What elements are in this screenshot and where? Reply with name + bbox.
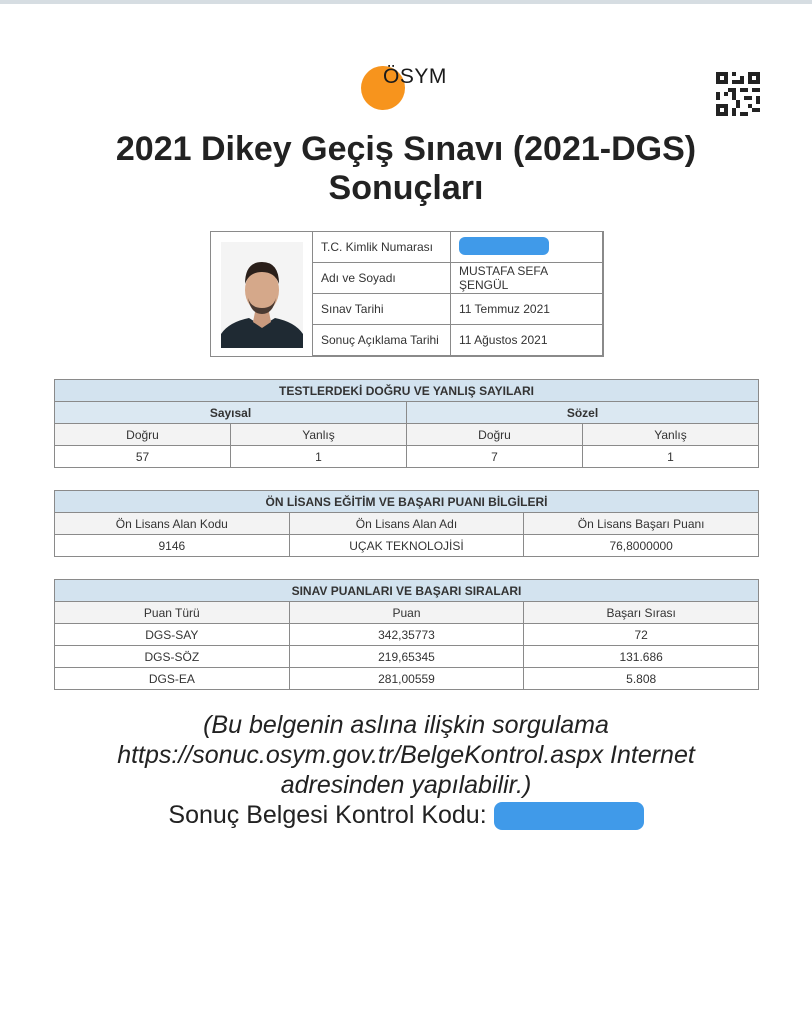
- redaction-mark: [459, 237, 549, 255]
- info-value: 11 Ağustos 2021: [450, 325, 602, 356]
- title-line-2: Sonuçları: [328, 169, 484, 207]
- note-line-1: (Bu belgenin aslına ilişkin sorgulama: [203, 711, 609, 739]
- info-value-redacted: [450, 232, 602, 263]
- info-label: Sınav Tarihi: [313, 294, 451, 325]
- info-value: 11 Temmuz 2021: [450, 294, 602, 325]
- osym-logo: [361, 64, 457, 110]
- table-cell: 72: [524, 624, 759, 646]
- column-header: Ön Lisans Başarı Puanı: [524, 513, 759, 535]
- table-title: TESTLERDEKİ DOĞRU VE YANLIŞ SAYILARI: [55, 380, 759, 402]
- candidate-photo: [221, 242, 303, 348]
- note-line-2: https://sonuc.osym.gov.tr/BelgeKontrol.aspx Internet: [117, 741, 695, 769]
- column-header: Doğru: [55, 424, 231, 446]
- info-row: [313, 263, 603, 294]
- table-row: [55, 668, 759, 690]
- info-row: [313, 325, 603, 356]
- table-cell: 76,8000000: [524, 535, 759, 557]
- table-cell: 1: [231, 446, 407, 468]
- info-value: MUSTAFA SEFA ŞENGÜL: [450, 263, 602, 294]
- page-title: [60, 130, 752, 208]
- column-header: Başarı Sırası: [524, 602, 759, 624]
- control-code-row: [40, 800, 772, 830]
- candidate-info-table: [312, 231, 603, 356]
- table-cell: DGS-EA: [55, 668, 290, 690]
- qr-code-icon: [716, 72, 760, 116]
- scores-table: [54, 579, 759, 690]
- info-label: Sonuç Açıklama Tarihi: [313, 325, 451, 356]
- column-header: Ön Lisans Alan Kodu: [55, 513, 290, 535]
- table-cell: 342,35773: [289, 624, 524, 646]
- top-border: [0, 0, 812, 4]
- person-photo-icon: [221, 242, 303, 348]
- redaction-mark: [494, 802, 644, 830]
- info-label: T.C. Kimlik Numarası: [313, 232, 451, 263]
- associate-degree-table: [54, 490, 759, 557]
- table-row: [55, 646, 759, 668]
- logo-text: ÖSYM: [383, 65, 447, 88]
- table-cell: DGS-SÖZ: [55, 646, 290, 668]
- control-code-label: Sonuç Belgesi Kontrol Kodu:: [168, 801, 487, 829]
- verification-note: [40, 710, 772, 830]
- note-line-3: adresinden yapılabilir.): [280, 771, 532, 799]
- table-row: [55, 624, 759, 646]
- group-header-sozel: Sözel: [407, 402, 759, 424]
- table-row: [55, 446, 759, 468]
- table-cell: 281,00559: [289, 668, 524, 690]
- tests-table: [54, 379, 759, 468]
- table-cell: 219,65345: [289, 646, 524, 668]
- candidate-info-box: [210, 231, 604, 357]
- table-cell: DGS-SAY: [55, 624, 290, 646]
- table-title: ÖN LİSANS EĞİTİM VE BAŞARI PUANI BİLGİLERİ: [55, 491, 759, 513]
- table-row: [55, 535, 759, 557]
- title-line-1: 2021 Dikey Geçiş Sınavı (2021-DGS): [115, 130, 697, 168]
- column-header: Ön Lisans Alan Adı: [289, 513, 524, 535]
- column-header: Yanlış: [583, 424, 759, 446]
- column-header: Puan: [289, 602, 524, 624]
- table-cell: UÇAK TEKNOLOJİSİ: [289, 535, 524, 557]
- column-header: Doğru: [407, 424, 583, 446]
- info-label: Adı ve Soyadı: [313, 263, 451, 294]
- info-row: [313, 294, 603, 325]
- table-cell: 131.686: [524, 646, 759, 668]
- info-row: [313, 232, 603, 263]
- column-header: Puan Türü: [55, 602, 290, 624]
- table-cell: 9146: [55, 535, 290, 557]
- table-cell: 5.808: [524, 668, 759, 690]
- column-header: Yanlış: [231, 424, 407, 446]
- table-cell: 1: [583, 446, 759, 468]
- table-cell: 57: [55, 446, 231, 468]
- table-cell: 7: [407, 446, 583, 468]
- group-header-sayisal: Sayısal: [55, 402, 407, 424]
- table-title: SINAV PUANLARI VE BAŞARI SIRALARI: [55, 580, 759, 602]
